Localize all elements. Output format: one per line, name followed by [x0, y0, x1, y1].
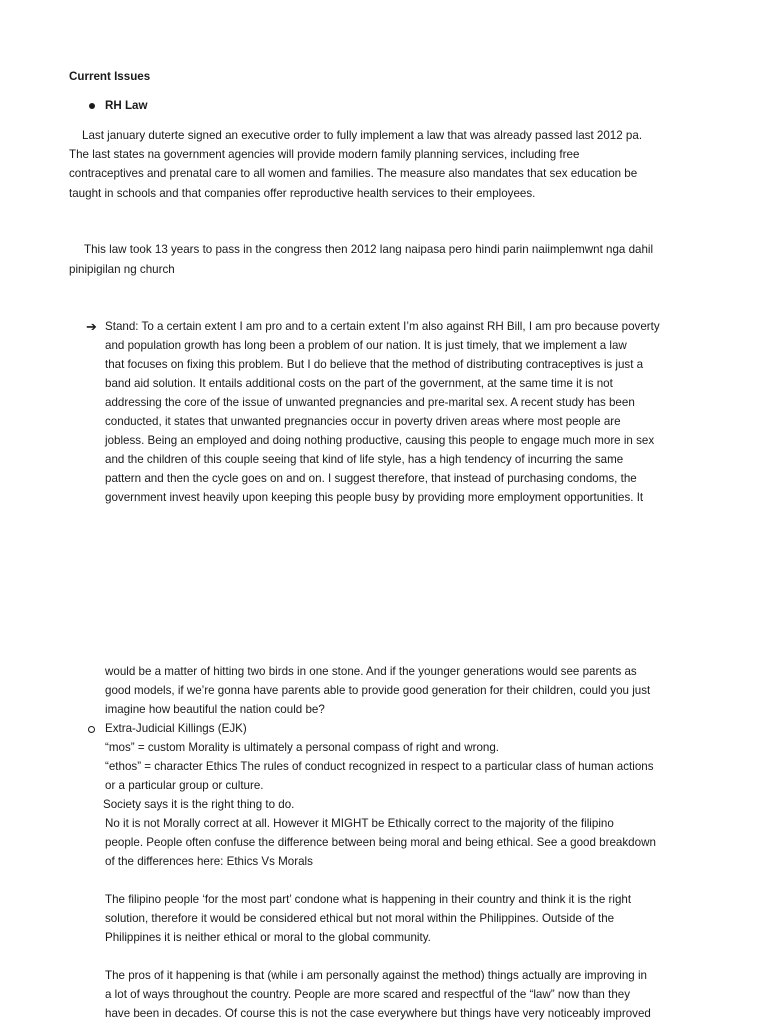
stand-line: that focuses on fixing this problem. But I do believe that the method of distributing contraceptives is just a [105, 358, 644, 371]
rh-para2-line: pinipigilan ng church [69, 263, 175, 276]
ejk-line: people. People often confuse the difference between being moral and being ethical. See a good breakdown [105, 836, 656, 849]
ejk-line: “ethos” = character Ethics The rules of conduct recognized in respect to a particular class of human actions [105, 760, 654, 773]
ejk-para2-line: solution, therefore it would be considered ethical but not moral within the Philippines. Outside of the [105, 912, 615, 925]
ejk-para3-line: a lot of ways throughout the country. People are more scared and respectful of the “law” now than they [105, 988, 631, 1001]
stand-line: conducted, it states that unwanted pregnancies occur in poverty driven areas where most people are [105, 415, 621, 428]
ejk-line: Society says it is the right thing to do. [103, 798, 295, 811]
rh-law-title: RH Law [105, 99, 148, 112]
rh-para1-line: Last january duterte signed an executive order to fully implement a law that was already passed last 2012 pa. [82, 129, 643, 142]
rh-para1-line: The last states na government agencies will provide modern family planning services, including free [69, 148, 580, 161]
stand-line: pattern and then the cycle goes on and on. I suggest therefore, that instead of purchasing condoms, the [105, 472, 637, 485]
ejk-line: or a particular group or culture. [105, 779, 264, 792]
ejk-line: “mos” = custom Morality is ultimately a personal compass of right and wrong. [105, 741, 500, 754]
ejk-para3-line: have been in decades. Of course this is not the case everywhere but things have very noticeably improved [105, 1007, 651, 1020]
stand-line: government invest heavily upon keeping this people busy by providing more employment opportunities. It [105, 491, 644, 504]
stand-cont-line: would be a matter of hitting two birds in one stone. And if the younger generations would see parents as [105, 665, 637, 678]
stand-cont-line: good models, if we’re gonna have parents able to provide good generation for their children, could you just [105, 684, 651, 697]
ejk-line: of the differences here: Ethics Vs Morals [105, 855, 313, 868]
section-heading: Current Issues [69, 70, 151, 83]
ejk-para2-line: The filipino people ‘for the most part’ condone what is happening in their country and think it is the right [105, 893, 632, 906]
rh-para1-line: contraceptives and prenatal care to all women and families. The measure also mandates that sex education be [69, 167, 638, 180]
stand-line: jobless. Being an employed and doing nothing productive, causing this people to engage much more in sex [105, 434, 655, 447]
stand-line: band aid solution. It entails additional costs on the part of the government, at the same time it is not [105, 377, 613, 390]
arrow-right-icon: ➔ [86, 319, 97, 334]
rh-para1-line: taught in schools and that companies offer reproductive health services to their employees. [69, 187, 536, 200]
bullet-circle-icon [88, 726, 95, 733]
rh-para2-line: This law took 13 years to pass in the congress then 2012 lang naipasa pero hindi parin naiimplemwnt nga dahil [84, 243, 654, 256]
ejk-title: Extra-Judicial Killings (EJK) [105, 722, 247, 735]
ejk-line: No it is not Morally correct at all. However it MIGHT be Ethically correct to the majority of the filipino [105, 817, 614, 830]
stand-line: and population growth has long been a problem of our nation. It is just timely, that we implement a law [105, 339, 627, 352]
stand-line: addressing the core of the issue of unwanted pregnancies and pre-marital sex. A recent study has been [105, 396, 635, 409]
stand-line: and the children of this couple seeing that kind of life style, has a high tendency of incurring the same [105, 453, 624, 466]
stand-line: Stand: To a certain extent I am pro and to a certain extent I’m also against RH Bill, I am pro because poverty [105, 320, 660, 333]
stand-cont-line: imagine how beautiful the nation could be? [105, 703, 325, 716]
ejk-para2-line: Philippines it is neither ethical or moral to the global community. [105, 931, 431, 944]
ejk-para3-line: The pros of it happening is that (while i am personally against the method) things actually are improving in [105, 969, 647, 982]
bullet-dot-icon [89, 103, 95, 109]
